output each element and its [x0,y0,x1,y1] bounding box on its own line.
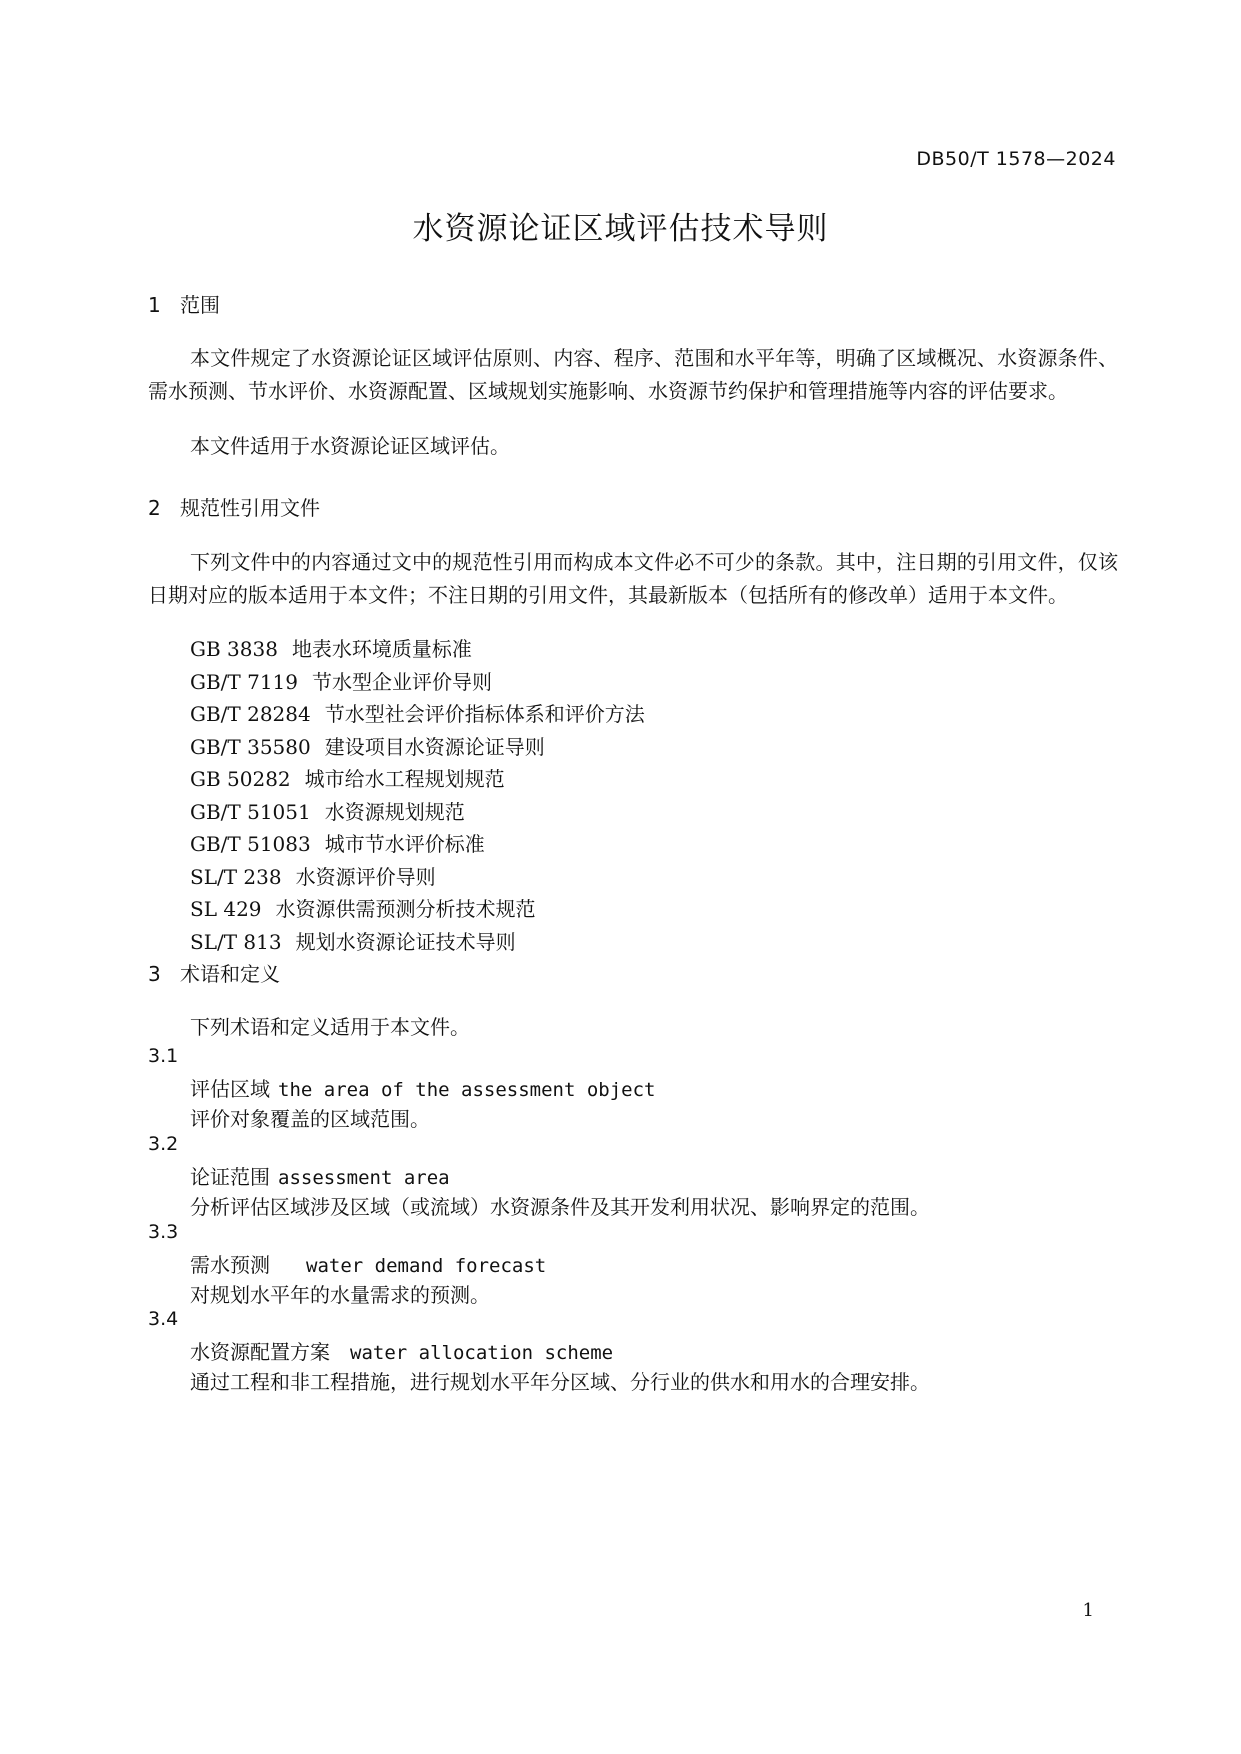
document-title: 水资源论证区域评估技术导则 [412,211,829,247]
reference-list [190,633,645,958]
term-number: 3.4 [148,1308,179,1330]
section-heading-scope [148,289,220,318]
section-number: 2 [148,496,161,520]
reference-item: SL/T 238 水资源评价导则 [190,864,436,889]
section-title: 规范性引用文件 [180,496,320,520]
reference-item: GB 3838 地表水环境质量标准 [190,637,472,661]
section-heading-terms-definitions [148,958,280,987]
reference-item: GB/T 7119 节水型企业评价导则 [190,669,493,694]
reference-item: GB/T 28284 节水型社会评价指标体系和评价方法 [190,702,645,726]
section-number: 3 [148,962,161,986]
reference-item: GB/T 35580 建设项目水资源论证导则 [190,734,545,759]
references-intro-paragraph: 下列文件中的内容通过文中的规范性引用而构成本文件必不可少的条款。其中，注日期的引用文件，仅该日期对应的版本适用于本文件；不注日期的引用文件，其最新版本（包括所有的修改单）适用于本文件。 [148,550,1118,607]
terms-intro-paragraph: 下列术语和定义适用于本文件。 [190,1015,470,1039]
term-definition: 通过工程和非工程措施，进行规划水平年分区域、分行业的供水和用水的合理安排。 [190,1370,930,1394]
section-title: 范围 [180,293,220,317]
reference-item: GB 50282 城市给水工程规划规范 [190,767,505,791]
term-definition: 评价对象覆盖的区域范围。 [190,1107,430,1131]
reference-item: GB/T 51083 城市节水评价标准 [190,832,485,856]
section-number: 1 [148,293,161,317]
term-title: 论证范围 assessment area [190,1165,450,1189]
term-number: 3.1 [148,1045,179,1067]
term-title: 水资源配置方案 water allocation scheme [190,1340,614,1364]
term-number: 3.2 [148,1133,179,1155]
term-number: 3.3 [148,1221,179,1243]
reference-item: SL 429 水资源供需预测分析技术规范 [190,897,536,921]
document-code: DB50/T 1578—2024 [916,148,1116,170]
reference-item: GB/T 51051 水资源规划规范 [190,799,465,824]
reference-item: SL/T 813 规划水资源论证技术导则 [190,929,516,954]
scope-paragraph-1: 本文件规定了水资源论证区域评估原则、内容、程序、范围和水平年等，明确了区域概况、水资源条件、需水预测、节水评价、水资源配置、区域规划实施影响、水资源节约保护和管理措施等内容的评估要求。 [148,346,1118,403]
page-number: 1 [1082,1600,1094,1621]
term-definition: 对规划水平年的水量需求的预测。 [190,1283,490,1307]
section-title: 术语和定义 [180,962,280,986]
scope-paragraph-2: 本文件适用于水资源论证区域评估。 [190,434,510,458]
section-heading-normative-references [148,492,320,521]
term-definition: 分析评估区域涉及区域（或流域）水资源条件及其开发利用状况、影响界定的范围。 [190,1195,930,1219]
term-title: 需水预测 water demand forecast [190,1253,547,1277]
term-title: 评估区域 the area of the assessment object [190,1077,656,1101]
